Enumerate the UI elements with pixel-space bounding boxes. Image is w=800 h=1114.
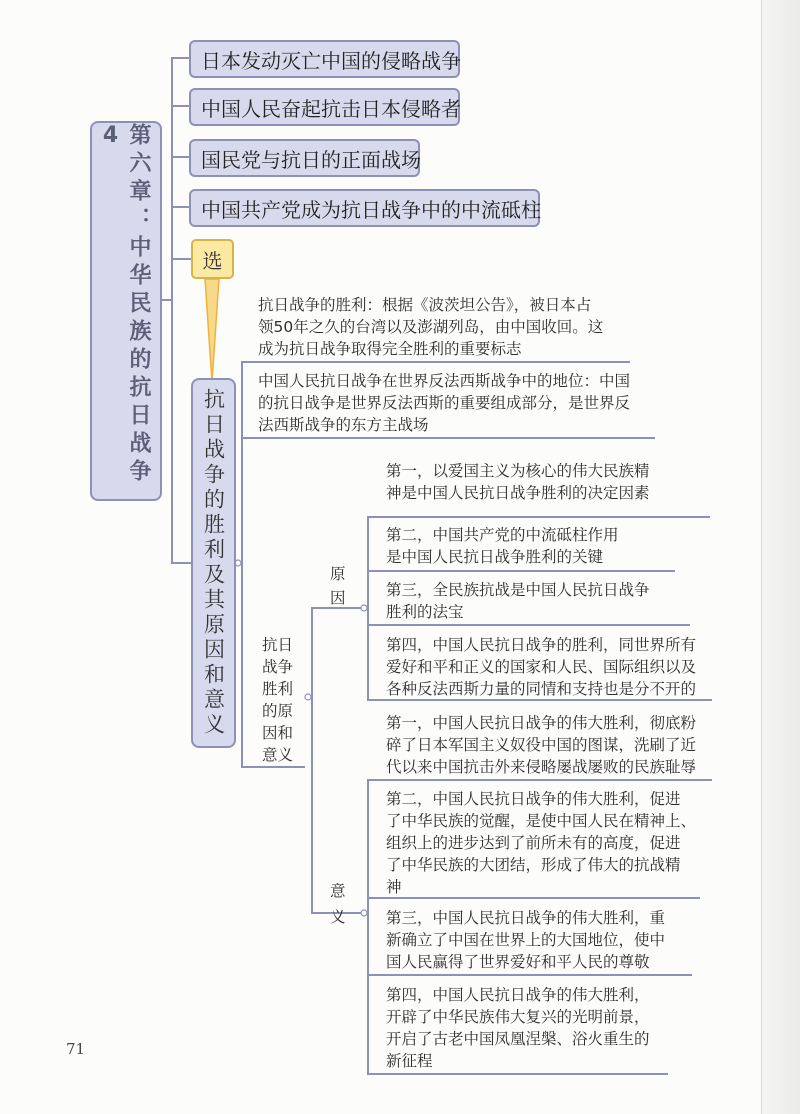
- cause-significance-label: 抗日战争胜利的原因和意义: [262, 636, 294, 764]
- cause-line: 第四，中国人民抗日战争的胜利，同世界所有: [386, 636, 697, 654]
- significance-line: 第四，中国人民抗日战争的伟大胜利，: [386, 986, 650, 1004]
- victory-down: [242, 563, 262, 767]
- significance-item-1: [386, 712, 696, 778]
- page-edge: [761, 0, 800, 1114]
- tag-pointer: [205, 279, 219, 382]
- cause-line: 神是中国人民抗日战争胜利的决定因素: [386, 484, 650, 502]
- victory-branch-title: 抗日战争的胜利及其原因和意义: [201, 388, 226, 738]
- significance-line: 新确立了中国在世界上的大国地位，使中: [386, 931, 666, 949]
- cause-line: 第一，以爱国主义为核心的伟大民族精: [386, 462, 650, 480]
- status-note-line: 中国人民抗日战争在世界反法西斯战争中的地位：中国: [258, 372, 631, 390]
- significance-label: 意义: [330, 882, 346, 926]
- topic-label-2: 中国人民奋起抗击日本侵略者: [201, 96, 461, 121]
- significance-line: 碎了日本军国主义奴役中国的图谋，洗刷了近: [386, 736, 697, 754]
- cause-line: 爱好和平和正义的国家和人民、国际组织以及: [386, 658, 697, 676]
- cause-item-3: [386, 579, 650, 623]
- elective-tag-label: 选: [202, 248, 223, 273]
- cause-item-4: [386, 634, 696, 700]
- significance-line: 第三，中国人民抗日战争的伟大胜利，重: [386, 909, 666, 927]
- cause-line: 各种反法西斯力量的同情和支持也是分不开的: [386, 680, 697, 698]
- sub-spine-down: [312, 697, 330, 913]
- spine-bottom: [172, 300, 191, 563]
- significance-item-2: [386, 788, 696, 898]
- cause-line: 第二，中国共产党的中流砥柱作用: [386, 526, 619, 544]
- topic-label-4: 中国共产党成为抗日战争中的中流砥柱: [201, 197, 541, 222]
- spine-top: [162, 58, 189, 300]
- node-dot: [361, 605, 367, 611]
- victory-note-line: 领50年之久的台湾以及澎湖列岛，由中国收回。这: [258, 318, 604, 336]
- page-number: 71: [66, 1040, 86, 1058]
- sub-spine: [305, 608, 330, 697]
- significance-line: 神: [386, 878, 402, 896]
- significance-line: 开辟了中华民族伟大复兴的光明前景，: [386, 1008, 650, 1026]
- chapter-title: 第六章：中华民族的抗日战争4: [98, 123, 151, 487]
- cause-item-1: [386, 460, 650, 504]
- victory-note-line: 抗日战争的胜利：根据《波茨坦公告》，被日本占: [258, 296, 592, 314]
- victory-spine: [236, 362, 252, 563]
- cause-item-2: [386, 524, 619, 568]
- causes-label: 原因: [330, 565, 346, 607]
- topic-label-1: 日本发动灭亡中国的侵略战争: [201, 48, 461, 73]
- significance-line: 了中华民族的大团结，形成了伟大的抗战精: [386, 856, 681, 874]
- chapter-box: [90, 121, 162, 501]
- topic-box-1: [189, 40, 460, 78]
- topic-box-3: [189, 139, 420, 177]
- status-note-line: 的抗日战争是世界反法西斯的重要组成部分，是世界反: [258, 394, 631, 412]
- cause-line: 胜利的法宝: [386, 603, 464, 621]
- significance-line: 新征程: [386, 1052, 433, 1070]
- significance-line: 了中华民族的觉醒，是使中国人民在精神上、: [386, 812, 697, 830]
- victory-note: [258, 294, 603, 360]
- elective-tag: [191, 239, 234, 279]
- topic-label-3: 国民党与抗日的正面战场: [201, 147, 421, 172]
- significance-line: 开启了古老中国凤凰涅槃、浴火重生的: [386, 1030, 650, 1048]
- significance-line: 国人民赢得了世界爱好和平人民的尊敬: [386, 953, 650, 971]
- topic-box-2: [189, 88, 460, 126]
- cause-spine: [360, 517, 378, 608]
- sig-spine-down: [368, 913, 378, 1074]
- significance-line: 第一，中国人民抗日战争的伟大胜利，彻底粉: [386, 714, 697, 732]
- cause-line: 第三，全民族抗战是中国人民抗日战争: [386, 581, 650, 599]
- sig-spine: [360, 780, 378, 913]
- status-note: [258, 370, 630, 436]
- cause-spine-down: [368, 608, 378, 700]
- significance-item-4: [386, 984, 650, 1072]
- cause-line: 是中国人民抗日战争胜利的关键: [386, 548, 604, 566]
- significance-line: 第二，中国人民抗日战争的伟大胜利，促进: [386, 790, 681, 808]
- topic-box-4: [189, 189, 540, 227]
- victory-branch-box: [191, 378, 236, 748]
- significance-line: 组织上的进步达到了前所未有的高度，促进: [386, 834, 681, 852]
- significance-item-3: [386, 907, 665, 973]
- node-dot: [361, 910, 367, 916]
- status-note-line: 法西斯战争的东方主战场: [258, 416, 429, 434]
- significance-line: 代以来中国抗击外来侵略屡战屡败的民族耻辱: [386, 758, 697, 776]
- victory-note-line: 成为抗日战争取得完全胜利的重要标志: [258, 340, 522, 358]
